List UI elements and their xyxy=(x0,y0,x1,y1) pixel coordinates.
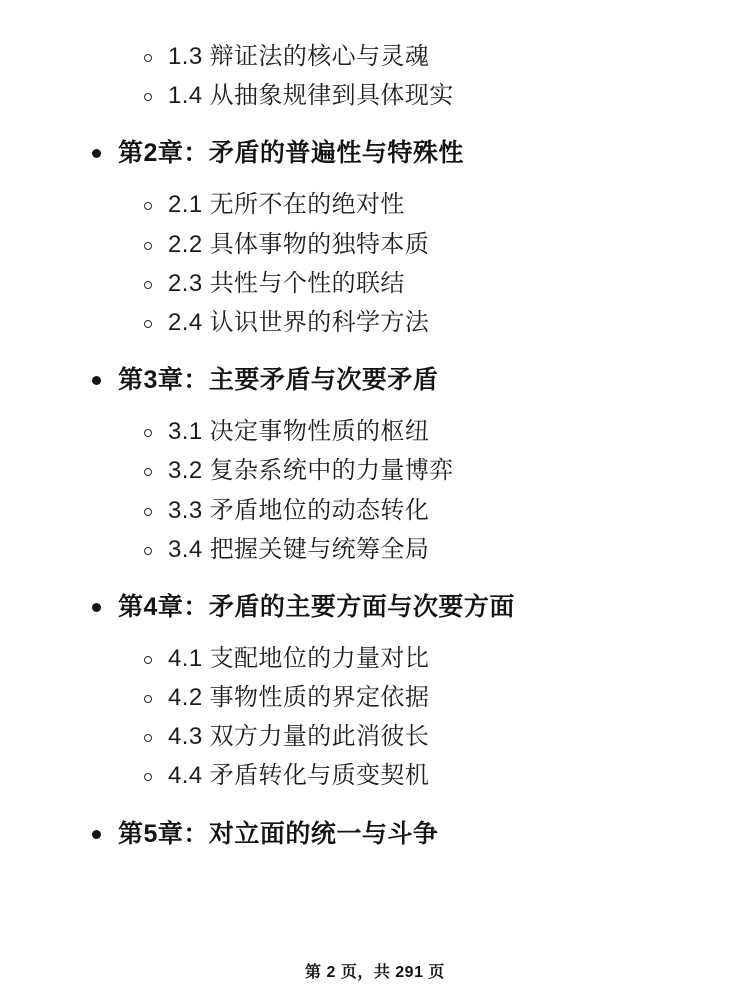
toc-section-item[interactable]: 3.1 决定事物性质的枢纽 xyxy=(56,413,694,450)
toc-section-item[interactable]: 2.2 具体事物的独特本质 xyxy=(56,226,694,263)
spacer xyxy=(56,116,694,134)
toc-chapter-item[interactable]: 第3章：主要矛盾与次要矛盾 xyxy=(56,361,694,399)
spacer xyxy=(56,403,694,413)
toc-section-item[interactable]: 1.4 从抽象规律到具体现实 xyxy=(56,77,694,114)
toc-section-item[interactable]: 4.2 事物性质的界定依据 xyxy=(56,679,694,716)
toc-section-item[interactable]: 4.3 双方力量的此消彼长 xyxy=(56,718,694,755)
toc-section-item[interactable]: 1.3 辩证法的核心与灵魂 xyxy=(56,38,694,75)
spacer xyxy=(56,176,694,186)
toc-section-item[interactable]: 3.4 把握关键与统筹全局 xyxy=(56,531,694,568)
toc-section-item[interactable]: 2.4 认识世界的科学方法 xyxy=(56,304,694,341)
spacer xyxy=(56,797,694,815)
spacer xyxy=(56,630,694,640)
spacer xyxy=(56,570,694,588)
toc-section-item[interactable]: 3.3 矛盾地位的动态转化 xyxy=(56,492,694,529)
toc-section-item[interactable]: 4.4 矛盾转化与质变契机 xyxy=(56,757,694,794)
toc-section-item[interactable]: 2.1 无所不在的绝对性 xyxy=(56,186,694,223)
toc-chapter-item[interactable]: 第4章：矛盾的主要方面与次要方面 xyxy=(56,588,694,626)
toc-section-item[interactable]: 2.3 共性与个性的联结 xyxy=(56,265,694,302)
toc-chapter-item[interactable]: 第2章：矛盾的普遍性与特殊性 xyxy=(56,134,694,172)
toc-section-item[interactable]: 3.2 复杂系统中的力量博弈 xyxy=(56,452,694,489)
toc-chapter-item[interactable]: 第5章：对立面的统一与斗争 xyxy=(56,815,694,853)
spacer xyxy=(56,343,694,361)
table-of-contents xyxy=(56,38,694,853)
page-footer: 第 2 页，共 291 页 xyxy=(305,964,445,981)
toc-section-item[interactable]: 4.1 支配地位的力量对比 xyxy=(56,640,694,677)
